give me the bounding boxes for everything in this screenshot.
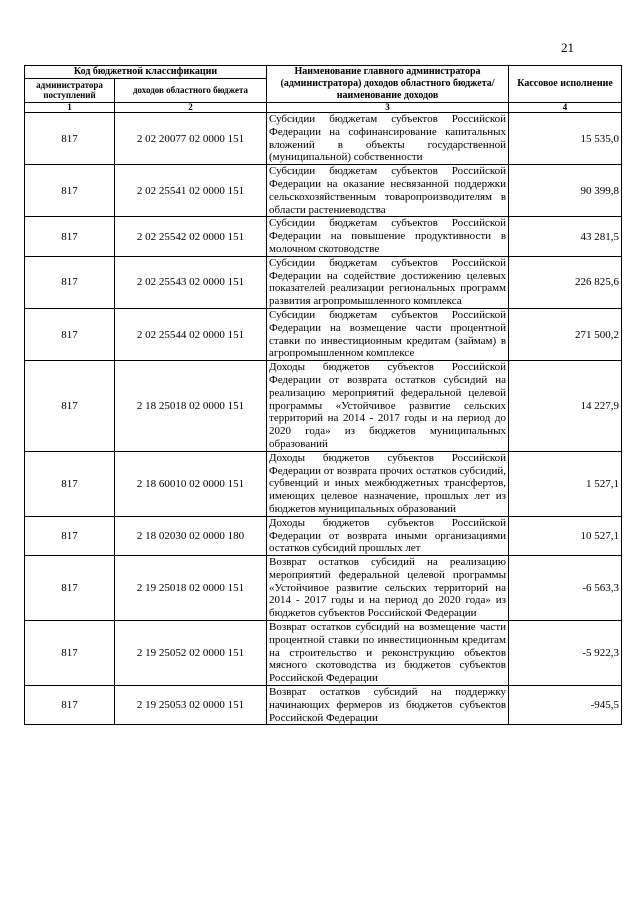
header-admin: администратора поступлений [25, 79, 115, 103]
income-name: Возврат остатков субсидий на поддержку начинающих фермеров из бюджетов субъектов Российской Федерации [267, 686, 509, 725]
income-name: Субсидии бюджетам субъектов Российской Федерации на повышение продуктивности в молочном скотоводстве [267, 217, 509, 256]
income-code: 2 02 25541 02 0000 151 [115, 165, 267, 217]
amount: -6 563,3 [509, 556, 622, 621]
table-row [25, 516, 622, 555]
income-code: 2 18 25018 02 0000 151 [115, 361, 267, 452]
income-name: Субсидии бюджетам субъектов Российской Федерации на софинансирование капитальных вложений в объекты государственной (муниципальной) собственности [267, 113, 509, 165]
amount: 226 825,6 [509, 256, 622, 308]
page-number: 21 [561, 40, 574, 55]
table-row [25, 165, 622, 217]
admin-code: 817 [25, 217, 115, 256]
admin-code: 817 [25, 361, 115, 452]
table-row [25, 621, 622, 686]
header-income: доходов областного бюджета [115, 79, 267, 103]
income-code: 2 02 20077 02 0000 151 [115, 113, 267, 165]
admin-code: 817 [25, 256, 115, 308]
amount: 271 500,2 [509, 308, 622, 360]
table-row [25, 556, 622, 621]
admin-code: 817 [25, 451, 115, 516]
admin-code: 817 [25, 556, 115, 621]
income-name: Субсидии бюджетам субъектов Российской Федерации на оказание несвязанной поддержки сельскохозяйственным товаропроизводителям в области растениеводства [267, 165, 509, 217]
amount: 15 535,0 [509, 113, 622, 165]
admin-code: 817 [25, 308, 115, 360]
table-row [25, 686, 622, 725]
amount: 43 281,5 [509, 217, 622, 256]
table-row [25, 451, 622, 516]
table-row [25, 361, 622, 452]
income-code: 2 18 60010 02 0000 151 [115, 451, 267, 516]
table-row [25, 308, 622, 360]
column-number-2: 2 [115, 103, 267, 113]
header-name: Наименование главного администратора (администратора) доходов областного бюджета/ наименование доходов [267, 66, 509, 103]
income-name: Возврат остатков субсидий на реализацию мероприятий федеральной целевой программы «Устойчивое развитие сельских территорий на 2014 - 2017 годы и на период до 2020 года» из бюджетов субъектов Российской Федерации [267, 556, 509, 621]
amount: -5 922,3 [509, 621, 622, 686]
admin-code: 817 [25, 165, 115, 217]
header-classification-group: Код бюджетной классификации [25, 66, 267, 79]
income-name: Доходы бюджетов субъектов Российской Федерации от возврата иными организациями остатков субсидий прошлых лет [267, 516, 509, 555]
income-code: 2 02 25543 02 0000 151 [115, 256, 267, 308]
admin-code: 817 [25, 113, 115, 165]
header-amount: Кассовое исполнение [509, 66, 622, 103]
income-code: 2 02 25542 02 0000 151 [115, 217, 267, 256]
amount: 90 399,8 [509, 165, 622, 217]
amount: 1 527,1 [509, 451, 622, 516]
table-row [25, 113, 622, 165]
income-code: 2 19 25052 02 0000 151 [115, 621, 267, 686]
column-number-1: 1 [25, 103, 115, 113]
admin-code: 817 [25, 516, 115, 555]
table-row [25, 256, 622, 308]
income-name: Субсидии бюджетам субъектов Российской Федерации на возмещение части процентной ставки по инвестиционным кредитам (займам) в агропромышленном комплексе [267, 308, 509, 360]
amount: 14 227,9 [509, 361, 622, 452]
table-row [25, 217, 622, 256]
income-name: Доходы бюджетов субъектов Российской Федерации от возврата прочих остатков субсидий, субвенций и иных межбюджетных трансфертов, имеющих целевое назначение, прошлых лет из бюджетов муниципальных образований [267, 451, 509, 516]
income-name: Доходы бюджетов субъектов Российской Федерации от возврата остатков субсидий на реализацию мероприятий федеральной целевой программы «Устойчивое развитие сельских территорий на 2014 - 2017 годы и на период до 2020 года» из бюджетов муниципальных образований [267, 361, 509, 452]
income-code: 2 19 25018 02 0000 151 [115, 556, 267, 621]
admin-code: 817 [25, 686, 115, 725]
amount: -945,5 [509, 686, 622, 725]
income-code: 2 18 02030 02 0000 180 [115, 516, 267, 555]
income-name: Субсидии бюджетам субъектов Российской Федерации на содействие достижению целевых показателей реализации региональных программ развития агропромышленного комплекса [267, 256, 509, 308]
column-number-4: 4 [509, 103, 622, 113]
amount: 10 527,1 [509, 516, 622, 555]
income-code: 2 02 25544 02 0000 151 [115, 308, 267, 360]
column-number-3: 3 [267, 103, 509, 113]
income-code: 2 19 25053 02 0000 151 [115, 686, 267, 725]
income-name: Возврат остатков субсидий на возмещение части процентной ставки по инвестиционным кредитам на строительство и реконструкцию объектов мясного скотоводства из бюджетов субъектов Российской Федерации [267, 621, 509, 686]
admin-code: 817 [25, 621, 115, 686]
budget-table [24, 65, 622, 725]
